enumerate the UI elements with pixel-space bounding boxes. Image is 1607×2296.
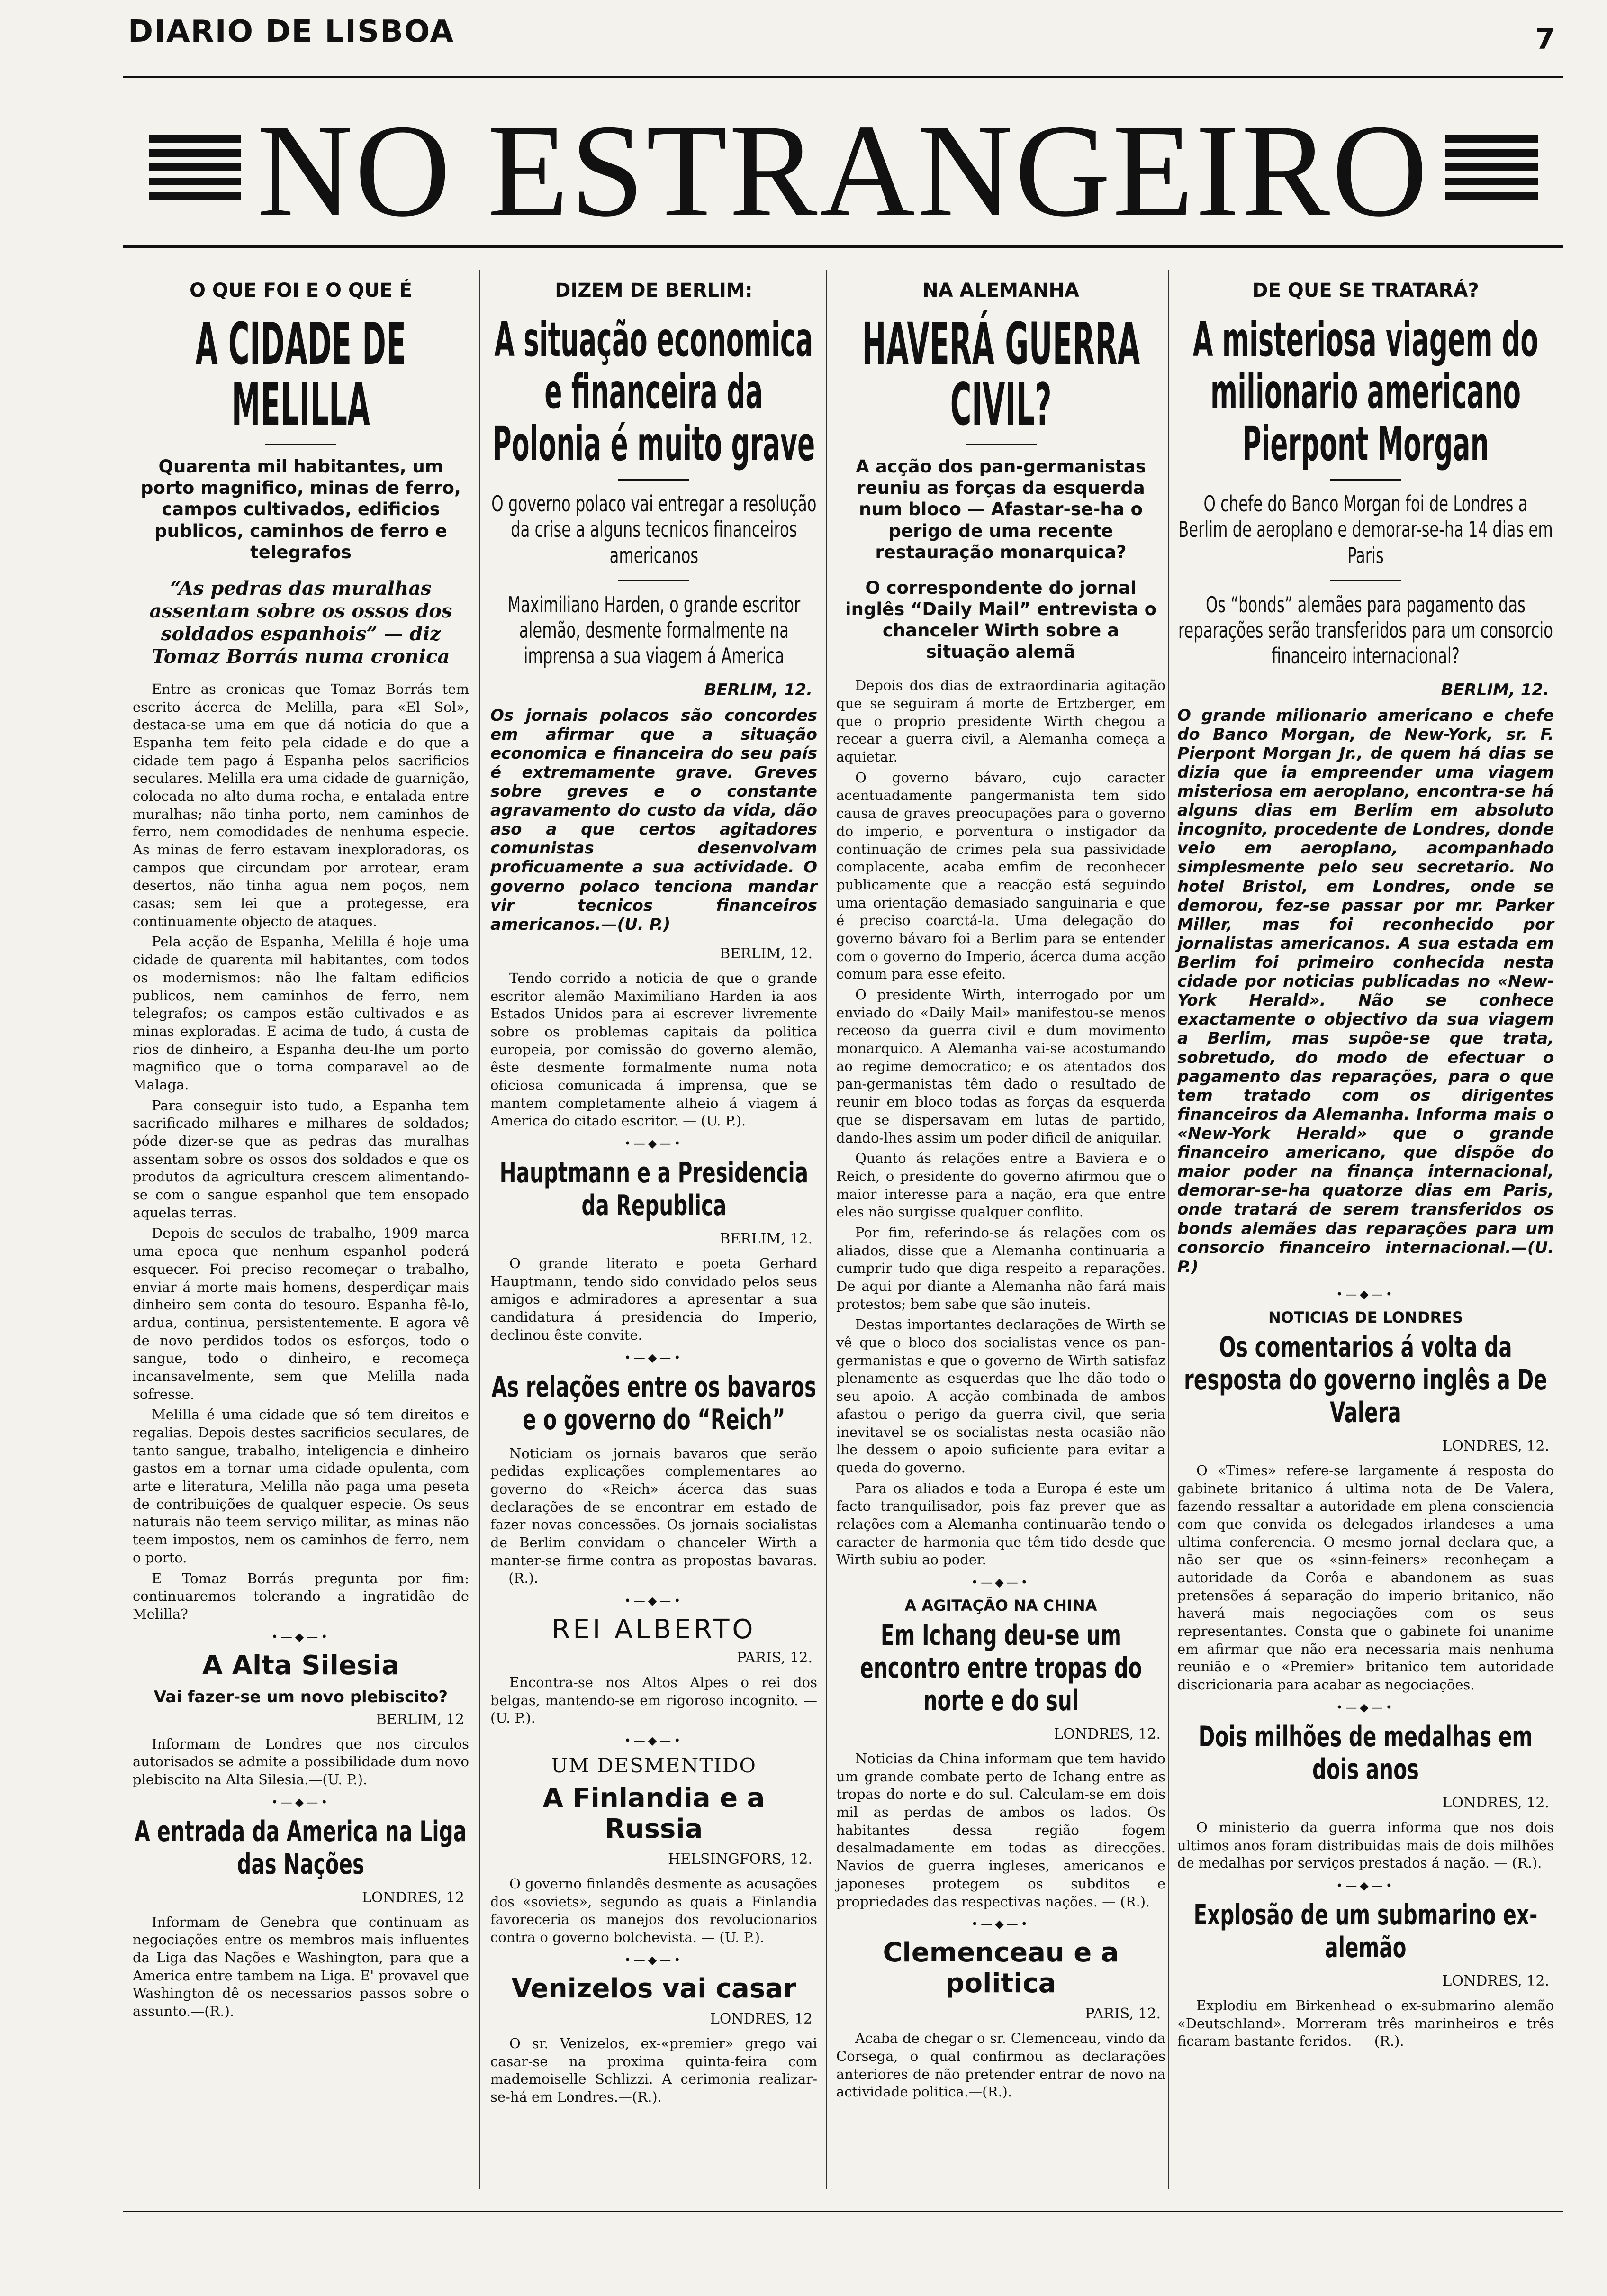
- desmentido-text: O governo finlandês desmente as acusações dos «soviets», segundo as quais a Finlandia favoreceria os manejos dos revolucionarios contra o governo bolchevista. — (U. P.).: [490, 1876, 817, 1946]
- article-paragraph: O presidente Wirth, interrogado por um enviado do «Daily Mail» manifestou-se menos receoso da guerra civil e dum movimento monarquico. A Alemanha vai-se acostumando ao regime democratico; e os atentados dos pan-germanistas têm dado o resultado de reunir em bloco todas as forças da esquerda que se dispersavam em lutas de partido, dando-lhes assim um poder dificil de aniquilar.: [836, 987, 1165, 1146]
- article-kicker: O QUE FOI E O QUE É: [189, 280, 413, 301]
- banner-ornament-right: [1445, 135, 1538, 206]
- clemenceau-text: Acaba de chegar o sr. Clemenceau, vindo da Corsega, o qual confirmou as declarações anteriores de não pretender entrar de novo na actividade politica.—(R.).: [836, 2030, 1165, 2100]
- submarino-text: Explodiu em Birkenhead o ex-submarino alemão «Deutschland». Morreram três marinheiros e três ficaram bastante feridos. — (R.).: [1177, 1997, 1554, 2050]
- section-title: NO ESTRANGEIRO: [257, 97, 1430, 244]
- article-subdeck: Os “bonds” alemães para pagamento das reparações serão transferidos para um consorcio financeiro internacional?: [1178, 591, 1553, 669]
- medalhas-headline: Dois milhões de medalhas em dois anos: [1198, 1720, 1533, 1786]
- column-alemanha: [831, 270, 1170, 2199]
- londres-text: O «Times» refere-se largamente á resposta do gabinete britanico á ultima nota de De Valera, fazendo ressaltar a autoridade em plena consciencia com que convida os delegados irlandeses a uma ultima conferencia. O mesmo jornal declara que, a não ser que os «sinn-feiners» reconheçam a autoridade da Corôa e abandonem as suas pretensões á separação do imperio britanico, não haverá mais negociações com os seus representantes. Consta que o gabinete foi unanime em afirmar que não era necessaria mais nenhuma reunião e o «Premier» britanico tem autoridade discricionaria para acabar as negociações.: [1177, 1462, 1554, 1693]
- article-paragraph: O governo bávaro, cujo caracter acentuadamente pangermanista tem sido causa de graves preocupações para o governo do imperio, e porventura o instigador da continuação de crimes pela sua passividade complacente, acaba emfim de reconhecer publicamente que a reacção está seguindo uma orientação demasiado sanguinaria e que é preciso coarctá-la. Uma delegação do governo bávaro foi a Berlim para se entender com o governo do Imperio, ácerca duma acção comum para esse efeito.: [836, 769, 1165, 982]
- alberto-headline: REI ALBERTO: [551, 1614, 756, 1645]
- america-headline: A entrada da America na Liga das Nações: [135, 1815, 467, 1881]
- china-kicker: A AGITAÇÃO NA CHINA: [904, 1597, 1097, 1615]
- banner-rule: [123, 245, 1563, 248]
- article-subdeck: O correspondente do jornal inglês “Daily Mail” entrevista o chanceler Wirth sobre a situação alemã: [845, 577, 1157, 662]
- article-dateline: BERLIM, 12.: [704, 680, 813, 699]
- article-paragraph: Destas importantes declarações de Wirth se vê que o bloco dos socialistas vence os pan-germanistas e que o governo de Wirth satisfaz plenamente as esquerdas que lhe dão todo o seu apoio. A acção combinada de ambos afastou o perigo da guerra civil, que seria inevitavel se os socialistas nesta ocasião não lhe dessem o apoio suficiente para evitar a queda do governo.: [836, 1316, 1165, 1476]
- separator-ornament: •—◆—•: [1336, 1700, 1395, 1714]
- page-number: 7: [1535, 23, 1555, 56]
- article-subdeck: “As pedras das muralhas assentam sobre os ossos dos soldados espanhois” — diz Tomaz Borrás numa cronica: [149, 577, 452, 668]
- divider: [265, 444, 336, 445]
- article-paragraph: Depois dos dias de extraordinaria agitação que se seguiram á morte de Ertzberger, em que o proprio presidente Wirth chegou a recear a guerra civil, a Alemanha começa a aquietar.: [836, 677, 1165, 765]
- column-melilla: [128, 270, 474, 2199]
- venizelos-dateline: LONDRES, 12: [710, 2010, 813, 2027]
- article-headline: A CIDADE DE MELILLA: [195, 310, 406, 439]
- bavaros-text: Noticiam os jornais bavaros que serão pedidas explicações complementares ao governo do «Reich» ácerca das suas declarações de se encontrar em estado de fazer novas concessões. Os jornais socialistas de Berlim convidam o chanceler Wirth a manter-se firme contra as propostas bavaras. — (R.).: [490, 1445, 817, 1587]
- america-text: Informam de Genebra que continuam as negociações entre os membros mais influentes da Liga das Nações e Washington, para que a America entre tambem na Liga. E' provavel que Washington dê os necessarios passos sobre o assunto.—(R.).: [133, 1914, 469, 2020]
- silesia-headline: A Alta Silesia: [202, 1650, 400, 1681]
- desmentido-dateline: HELSINGFORS, 12.: [668, 1851, 813, 1868]
- silesia-text: Informam de Londres que nos circulos autorisados se admite a possibilidade dum novo plebiscito na Alta Silesia.—(U. P.).: [133, 1735, 469, 1788]
- article-deck: A acção dos pan-germanistas reuniu as forças da esquerda num bloco — Afastar-se-ha o perigo de uma recente restauração monarquica?: [856, 456, 1146, 563]
- desmentido-kicker: UM DESMENTIDO: [551, 1754, 757, 1778]
- china-text: Noticias da China informam que tem havido um grande combate perto de Ichang entre as tropas do norte e do sul. Calculam-se em dois mil as perdas de ambos os lados. Os habitantes dessa região fogem desalmadamente em todas as direcções. Navios de guerra ingleses, americanos e japoneses protegem os subditos e propriedades das respectivas nações. — (R.).: [836, 1751, 1165, 1910]
- article-kicker: DE QUE SE TRATARÁ?: [1252, 280, 1479, 301]
- article-dateline: BERLIM, 12.: [1441, 680, 1549, 699]
- londres-kicker: NOTICIAS DE LONDRES: [1268, 1308, 1463, 1326]
- londres-headline: Os comentarios á volta da resposta do governo inglês a De Valera: [1184, 1330, 1547, 1429]
- divider: [618, 580, 689, 581]
- column-divider: [826, 270, 827, 2189]
- article-headline: A situação economica e financeira da Polonia é muito grave: [492, 312, 815, 472]
- article-lead: Os jornais polacos são concordes em afirmar que a situação economica e financeira do seu país é extremamente grave. Greves sobre greves e o constante agravamento do custo da vida, dão aso a que certos agitadores comunistas desenvolvam proficuamente a sua actividade. O governo polaco tenciona mandar vir tecnicos financeiros americanos.—(U. P.): [490, 706, 817, 934]
- alberto-text: Encontra-se nos Altos Alpes o rei dos belgas, mantendo-se em rigoroso incognito. — (U. P.).: [490, 1674, 817, 1726]
- section-banner: [133, 97, 1554, 244]
- separator-ornament: •—◆—•: [624, 1594, 684, 1608]
- separator-ornament: •—◆—•: [971, 1576, 1030, 1589]
- submarino-headline: Explosão de um submarino ex-alemão: [1193, 1898, 1538, 1964]
- article-subdeck: Maximiliano Harden, o grande escritor alemão, desmente formalmente na imprensa a sua viagem á America: [507, 591, 800, 669]
- article-paragraph: Pela acção de Espanha, Melilla é hoje uma cidade de quarenta mil habitantes, com todos os modernismos: não lhe faltam edificios publicos, nem caminhos de ferro, nem telegrafos; os campos estão cultivados e as minas exploradas. E acima de tudo, á custa de rios de dinheiro, a Espanha deu-lhe um porto magnifico que o torna comparavel ao de Malaga.: [133, 934, 469, 1093]
- article-dateline: BERLIM, 12.: [720, 945, 813, 962]
- separator-ornament: •—◆—•: [624, 1137, 684, 1151]
- banner-ornament-left: [149, 135, 241, 206]
- article-lead: O grande milionario americano e chefe do Banco Morgan, de New-York, sr. F. Pierpont Morgan Jr., de quem há dias se dizia que ia empreender uma viagem misteriosa em aeroplano, encontra-se há alguns dias em Berlim em absoluto incognito, procedente de Londres, donde veio em aeroplano, acompanhado simplesmente pelo seu secretario. No hotel Bristol, em Londres, onde se demorou, fez-se passar por mr. Parker Miller, mas foi reconhecido por jornalistas americanos. A sua estada em Berlim foi primeiro conhecida nesta cidade por noticias publicadas no «New-York Herald». Não se conhece exactamente o objectivo da sua viagem a Berlim, mas supõe-se que trata, sobretudo, do modo de efectuar o pagamento das reparações, para o que tem tratado com os dirigentes financeiros da Alemanha. Informa mais o «New-York Herald» que o grande financeiro americano, que dispõe do maior poder na finança internacional, demorar-se-ha quatorze dias em Paris, onde tratará de serem transferidos os bonds alemães das reparações para um consorcio financeiro internacional.—(U. P.): [1177, 706, 1554, 1276]
- hauptmann-headline: Hauptmann e a Presidencia da Republica: [499, 1156, 808, 1223]
- silesia-subheadline: Vai fazer-se um novo plebiscito?: [153, 1687, 448, 1706]
- america-dateline: LONDRES, 12: [361, 1889, 464, 1906]
- column-morgan: [1173, 270, 1559, 2199]
- article-kicker: NA ALEMANHA: [922, 280, 1079, 301]
- clemenceau-dateline: PARIS, 12.: [1085, 2006, 1161, 2023]
- medalhas-text: O ministerio da guerra informa que nos dois ultimos anos foram distribuidas mais de dois milhões de medalhas por serviços prestados á nação. — (R.).: [1177, 1819, 1554, 1871]
- hauptmann-dateline: BERLIM, 12.: [720, 1231, 813, 1248]
- column-polonia: [486, 270, 822, 2199]
- silesia-dateline: BERLIM, 12: [376, 1711, 464, 1728]
- separator-ornament: •—◆—•: [971, 1917, 1030, 1931]
- alberto-dateline: PARIS, 12.: [737, 1650, 813, 1667]
- article-paragraph: E Tomaz Borrás pregunta por fim: continuaremos tolerando a ingratidão de Melilla?: [133, 1570, 469, 1622]
- china-dateline: LONDRES, 12.: [1054, 1726, 1161, 1742]
- londres-dateline: LONDRES, 12.: [1442, 1437, 1549, 1454]
- top-rule: [123, 76, 1563, 78]
- submarino-dateline: LONDRES, 12.: [1442, 1972, 1549, 1989]
- separator-ornament: •—◆—•: [1336, 1879, 1395, 1892]
- article-deck: O chefe do Banco Morgan foi de Londres a Berlim de aeroplano e demorar-se-ha 14 dias em Paris: [1178, 491, 1553, 568]
- venizelos-text: O sr. Venizelos, ex-«premier» grego vai casar-se na proxima quinta-feira com mademoiselle Schlizzi. A cerimonia realizar-se-há em Londres.—(R.).: [490, 2035, 817, 2105]
- separator-ornament: •—◆—•: [624, 1351, 684, 1364]
- article-paragraph: Tendo corrido a noticia de que o grande escritor alemão Maximiliano Harden ia aos Estados Unidos para ai escrever livremente sobre os problemas capitais da politica europeia, por comissão do governo alemão, êste desmente formalmente numa nota oficiosa comunicada á imprensa, que se mantem completamente alheio á viagem á America do citado escritor. — (U. P.).: [490, 970, 817, 1129]
- divider: [1330, 580, 1401, 581]
- divider: [966, 444, 1037, 445]
- article-headline: HAVERÁ GUERRA CIVIL?: [861, 310, 1140, 439]
- article-paragraph: Para os aliados e toda a Europa é este um facto tranquilisador, pois faz prever que as relações com a Alemanha continuarão tendo o caracter de harmonia que têm tido desde que Wirth subiu ao poder.: [836, 1480, 1165, 1568]
- separator-ornament: •—◆—•: [271, 1630, 331, 1643]
- clemenceau-headline: Clemenceau e a politica: [883, 1937, 1119, 1999]
- article-paragraph: Por fim, referindo-se ás relações com os aliados, disse que a Alemanha continuaria a cumprir tudo que diga respeito a reparações. De aqui por diante a Alemanha não fará mais protestos; bem sabe que são inuteis.: [836, 1224, 1165, 1312]
- article-paragraph: Depois de seculos de trabalho, 1909 marca uma epoca que nenhum espanhol poderá esquecer. Foi preciso recomeçar o trabalho, enviar á morte mais homens, desperdiçar mais dinheiro sem conta do tesouro. Espanha fê-lo, ardua, continua, persistentemente. E agora vê de novo perdidos todos os esforços, todo o sangue, todo o dinheiro, e recomeça incansavelmente, sem que Melilla nada sofresse.: [133, 1225, 469, 1402]
- separator-ornament: •—◆—•: [624, 1953, 684, 1967]
- article-paragraph: Melilla é uma cidade que só tem direitos e regalias. Depois destes sacrificios seculares, de tanto sangue, trabalho, inteligencia e dinheiro gastos em a tornar uma cidade opulenta, com arte e literatura, Melilla não paga uma peseta de contribuições de qualquer especie. Os seus naturais não teem serviço militar, as minas não teem impostos, nem os caminhos de ferro, nem o porto.: [133, 1407, 469, 1566]
- article-deck: O governo polaco vai entregar a resolução da crise a alguns tecnicos financeiros americanos: [491, 491, 817, 568]
- separator-ornament: •—◆—•: [1336, 1287, 1395, 1301]
- newspaper-name: DIARIO DE LISBOA: [128, 14, 455, 49]
- article-paragraph: Para conseguir isto tudo, a Espanha tem sacrificado milhares e milhares de soldados; póde dizer-se que as pedras das muralhas assentam sobre os ossos dos soldados e que os produtos da agricultura crescem alimentando-se com o sangue espanhol que tem ensopado aquelas terras.: [133, 1097, 469, 1221]
- separator-ornament: •—◆—•: [271, 1795, 331, 1809]
- article-headline: A misteriosa viagem do milionario americano Pierpont Morgan: [1192, 312, 1539, 472]
- hauptmann-text: O grande literato e poeta Gerhard Hauptmann, tendo sido convidado pelos seus amigos e admiradores a apresentar a sua candidatura á presidencia do Imperio, declinou êste convite.: [490, 1255, 817, 1343]
- venizelos-headline: Venizelos vai casar: [511, 1973, 796, 2004]
- china-headline: Em Ichang deu-se um encontro entre tropas do norte e do sul: [859, 1619, 1142, 1717]
- article-deck: Quarenta mil habitantes, um porto magnifico, minas de ferro, campos cultivados, edificios publicos, caminhos de ferro e telegrafos: [141, 456, 461, 563]
- bottom-rule: [123, 2211, 1563, 2212]
- column-divider: [479, 270, 480, 2189]
- separator-ornament: •—◆—•: [624, 1734, 684, 1748]
- bavaros-headline: As relações entre os bavaros e o governo do “Reich”: [491, 1370, 816, 1436]
- article-paragraph: Quanto ás relações entre a Baviera e o Reich, o presidente do governo afirmou que o maior interesse para a nação, era que entre eles não surgisse qualquer conflito.: [836, 1150, 1165, 1220]
- divider: [1330, 479, 1401, 481]
- article-kicker: DIZEM DE BERLIM:: [555, 280, 753, 301]
- medalhas-dateline: LONDRES, 12.: [1442, 1794, 1549, 1811]
- divider: [618, 479, 689, 481]
- article-paragraph: Entre as cronicas que Tomaz Borrás tem escrito ácerca de Melilla, para «El Sol», destaca-se uma em que dá noticia do que a Espanha tem feito pela cidade e do que a cidade tem pago á Espanha pelos sacrificios seculares. Melilla era uma cidade de guarnição, colocada no alto duma rocha, e entalada entre muralhas; não tinha porto, nem caminhos de ferro, nem comodidades de nenhuma especie. As minas de ferro estavam inexploradoras, os campos que circundam por arrotear, eram desertos, não tinha agua nem poços, nem casas; sem lei que a protegesse, era continuamente objecto de ataques.: [133, 681, 469, 929]
- desmentido-headline: A Finlandia e a Russia: [542, 1783, 765, 1845]
